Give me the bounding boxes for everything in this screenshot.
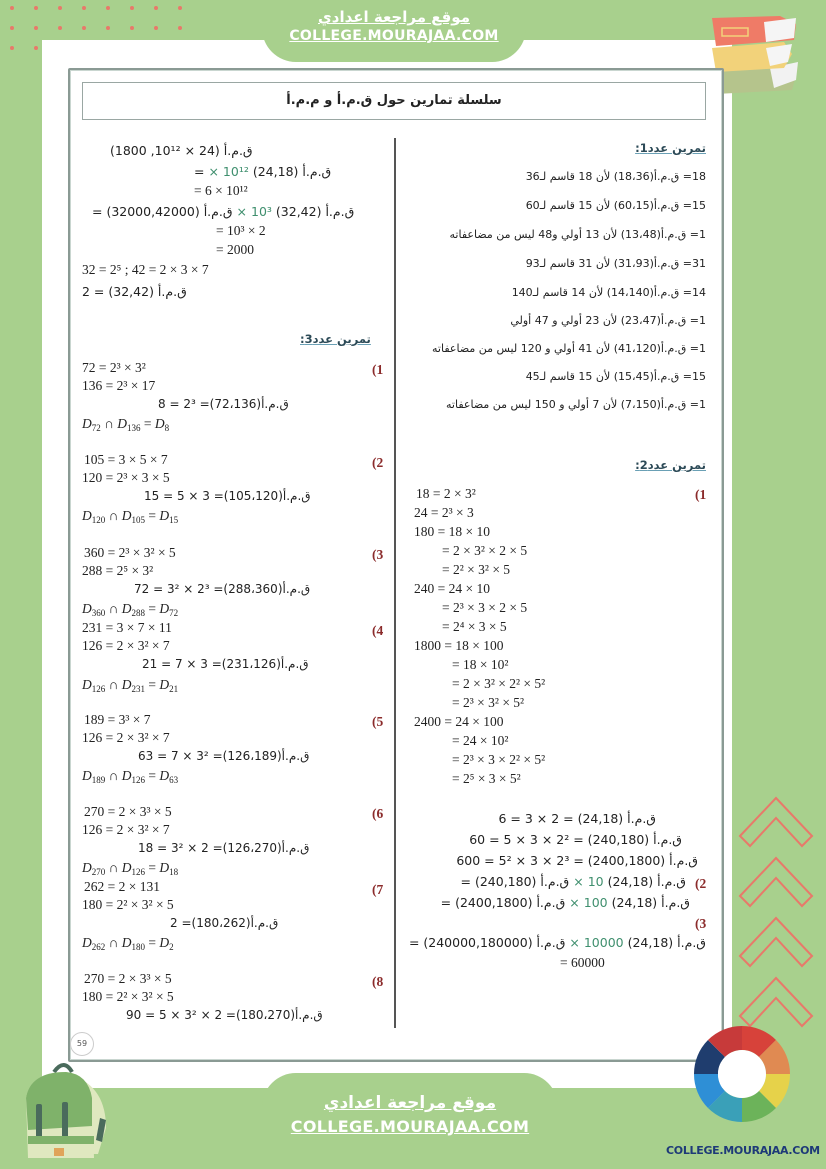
part-label: (1 (372, 362, 384, 377)
math-line: 288 = 2⁵ × 3² (82, 563, 154, 578)
column-divider (394, 138, 396, 1028)
part-label: (1 (695, 487, 707, 502)
gcd-result: ق.م.أ (2400,1800) = 2³ × 3 × 5² = 600 (456, 853, 698, 868)
math-line: 180 = 18 × 10 (414, 524, 490, 539)
math-line: 189 = 3³ × 7 (84, 712, 151, 727)
math-line: 126 = 2 × 3² × 7 (82, 730, 170, 745)
header-site-url[interactable]: COLLEGE.MOURAJAA.COM (289, 28, 499, 44)
gcd-line: ق.م.أ(126،270)= 2 × 3² = 18 (138, 841, 310, 855)
math-line: 32 = 2⁵ ; 42 = 2 × 3 × 7 (82, 262, 209, 277)
intersection-line: $D_{126}$ ∩ $D_{231} = D_{21}$ (82, 677, 179, 694)
header-banner[interactable] (262, 0, 526, 62)
math-line: 126 = 2 × 3² × 7 (82, 638, 170, 653)
part-label: (3 (695, 916, 707, 931)
backpack-icon (14, 1058, 114, 1164)
math-line: = 2⁵ × 3 × 5² (452, 771, 521, 786)
math-line: 105 = 3 × 5 × 7 (84, 452, 168, 467)
gcd-line: ق.م.أ(180،262)= 2 (170, 916, 279, 930)
math-line: 270 = 2 × 3³ × 5 (84, 804, 172, 819)
math-line: = 24 × 10² (452, 733, 509, 748)
math-line: 240 = 24 × 10 (414, 581, 490, 596)
math-line: 126 = 2 × 3² × 7 (82, 822, 170, 837)
intersection-line: $D_{72}$ ∩ $D_{136} = D_8$ (82, 416, 170, 433)
exercise-2-heading: تمرين عدد2: (635, 458, 706, 472)
math-line: = 2³ × 3 × 2 × 5 (442, 600, 528, 615)
gcd-relation: ق.م.أ (24,18) 10000 × ق.م.أ (240000,180000) = (408, 935, 706, 950)
math-line: 72 = 2³ × 3² (82, 360, 146, 375)
exercise-1-line: 31= ق.م.أ(31،93) لأن 31 قاسم لـ93 (525, 257, 706, 270)
math-line: ق.م.أ (24 × 10¹², 1800) (110, 143, 253, 158)
math-line: = 2³ × 3 × 2² × 5² (452, 752, 546, 767)
exercise-1-line: 15= ق.م.أ(60،15) لأن 15 قاسم لـ60 (525, 199, 706, 212)
gcd-line: ق.م.أ(126،189)= 3² × 7 = 63 (138, 749, 310, 763)
part-label: (7 (372, 882, 384, 897)
part-label: (2 (372, 455, 384, 470)
footer-site-url[interactable]: COLLEGE.MOURAJAA.COM (290, 1117, 530, 1136)
gcd-line: ق.م.أ(72،136)= 2³ = 8 (158, 397, 289, 411)
intersection-line: $D_{262}$ ∩ $D_{180} = D_2$ (82, 935, 174, 952)
footer-site-arabic[interactable]: موقع مراجعة اعدادي (323, 1093, 497, 1113)
part-label: (5 (372, 714, 384, 729)
math-line: = 2³ × 3² × 5² (452, 695, 525, 710)
page-title: سلسلة تمارين حول ق.م.أ و م.م.أ (82, 82, 706, 120)
part-label: (3 (372, 547, 384, 562)
intersection-line: $D_{360}$ ∩ $D_{288} = D_{72}$ (82, 601, 179, 618)
math-line: 360 = 2³ × 3² × 5 (84, 545, 176, 560)
part-label: (2 (695, 876, 707, 891)
exercise-1-heading: تمرين عدد1: (635, 141, 706, 155)
part-label: (8 (372, 974, 384, 989)
math-line: = 2 × 3² × 2 × 5 (442, 543, 528, 558)
gcd-line: ق.م.أ(288،360)= 2³ × 3² = 72 (134, 582, 311, 596)
math-line: ق.م.أ (32,42) 10³ × ق.م.أ (32000,42000) = (92, 204, 355, 219)
math-line: 1800 = 18 × 100 (414, 638, 504, 653)
math-line: = 2000 (216, 242, 254, 257)
chevron-up-icon (736, 912, 816, 976)
intersection-line: $D_{270}$ ∩ $D_{126} = D_{18}$ (82, 860, 179, 877)
intersection-line: $D_{189}$ ∩ $D_{126} = D_{63}$ (82, 768, 179, 785)
math-line: = 10³ × 2 (216, 223, 266, 238)
subjects-wheel-icon (694, 1022, 790, 1138)
chevron-up-icon (736, 792, 816, 856)
exercise-1-line: 1= ق.م.أ(13،48) لأن 13 أولي و48 ليس من مضاعفاته (449, 228, 706, 241)
footer-banner[interactable] (262, 1073, 558, 1169)
exercise-1-line: 15= ق.م.أ(15،45) لأن 15 قاسم لـ45 (525, 370, 706, 383)
exercise-1-line: 1= ق.م.أ(7،150) لأن 7 أولي و 150 ليس من مضاعفاته (446, 398, 706, 411)
gcd-line: ق.م.أ(105،120)= 3 × 5 = 15 (144, 489, 311, 503)
exercise-1-line: 14= ق.م.أ(14،140) لأن 14 قاسم لـ140 (511, 286, 706, 299)
exercise-1-line: 18= ق.م.أ(18،36) لأن 18 قاسم لـ36 (525, 170, 706, 183)
page-number: 59 (70, 1032, 94, 1056)
chevron-up-icon (736, 852, 816, 916)
math-line: 231 = 3 × 7 × 11 (82, 620, 172, 635)
part-label: (4 (372, 623, 384, 638)
exercise-1-line: 1= ق.م.أ(41،120) لأن 41 أولي و 120 ليس من مضاعفاته (432, 342, 706, 355)
gcd-relation: ق.م.أ (24,18) 100 × ق.م.أ (2400,1800) = (440, 895, 690, 910)
intersection-line: $D_{120}$ ∩ $D_{105} = D_{15}$ (82, 508, 179, 525)
math-line: 262 = 2 × 131 (84, 879, 160, 894)
exercise-1-line: 1= ق.م.أ(23،47) لأن 23 أولي و 47 أولي (510, 314, 706, 327)
math-line: = 60000 (560, 955, 605, 970)
gcd-result: ق.م.أ (240,180) = 2² × 3 × 5 = 60 (469, 832, 682, 847)
math-line: = 2⁴ × 3 × 5 (442, 619, 507, 634)
math-line: 2400 = 24 × 100 (414, 714, 504, 729)
gcd-relation: ق.م.أ (24,18) 10 × ق.م.أ (240,180) = (460, 874, 686, 889)
header-site-arabic[interactable]: موقع مراجعة اعدادي (318, 8, 470, 26)
math-line: 270 = 2 × 3³ × 5 (84, 971, 172, 986)
math-line: = 2² × 3² × 5 (442, 562, 511, 577)
math-line: = 2 × 3² × 2² × 5² (452, 676, 546, 691)
gcd-line: ق.م.أ(180،270)= 2 × 3² × 5 = 90 (126, 1008, 323, 1022)
math-line: = 18 × 10² (452, 657, 509, 672)
math-line: = 6 × 10¹² (194, 183, 248, 198)
part-label: (6 (372, 806, 384, 821)
math-line: 24 = 2³ × 3 (414, 505, 474, 520)
exercise-3-heading: تمرين عدد3: (300, 332, 371, 346)
math-line: 180 = 2² × 3² × 5 (82, 897, 174, 912)
gcd-line: ق.م.أ(231،126)= 3 × 7 = 21 (142, 657, 309, 671)
math-line: 180 = 2² × 3² × 5 (82, 989, 174, 1004)
math-line: ق.م.أ (24,18) 10¹² × = (194, 164, 332, 179)
gcd-result: ق.م.أ (24,18) = 2 × 3 = 6 (498, 811, 656, 826)
math-line: ق.م.أ (32,42) = 2 (82, 284, 187, 299)
math-line: 136 = 2³ × 17 (82, 378, 156, 393)
brand-url[interactable]: COLLEGE.MOURAJAA.COM (666, 1144, 820, 1157)
math-line: 120 = 2³ × 3 × 5 (82, 470, 170, 485)
math-line: 18 = 2 × 3² (416, 486, 476, 501)
